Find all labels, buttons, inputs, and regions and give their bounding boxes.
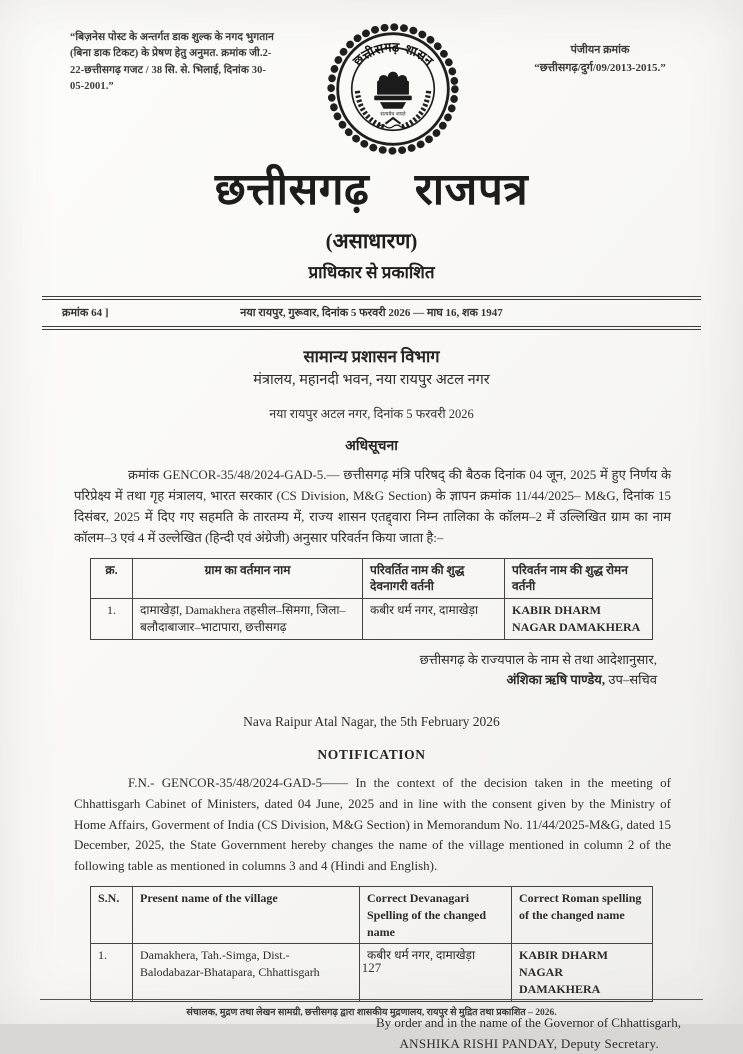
hindi-notification-heading: अधिसूचना	[345, 439, 398, 455]
page-number: 127	[361, 960, 382, 975]
column-header: Correct Devanagari Spelling of the changed name	[360, 887, 512, 944]
english-notification-heading: NOTIFICATION	[317, 747, 426, 763]
registration-block	[505, 42, 695, 78]
serial-cell: 1.	[91, 944, 133, 1001]
signatory-line	[0, 670, 657, 690]
column-header: Correct Roman spelling of the changed name	[512, 887, 653, 944]
emblem-state-name: छत्तीसगढ़ शासन	[350, 40, 436, 70]
column-header: परिवर्तन नाम की शुद्ध रोमन वर्तनी	[505, 558, 653, 599]
english-signature-block	[0, 1013, 681, 1054]
roman-name-cell: KABIR DHARM NAGAR DAMAKHERA	[505, 599, 653, 640]
gazette-date-line: नया रायपुर, गुरूवार, दिनांक 5 फरवरी 2026 — माघ 16, शक 1947	[240, 307, 503, 320]
signatory-line: ANSHIKA RISHI PANDAY, Deputy Secretary.	[399, 1035, 659, 1051]
english-notification-body: F.N.- GENCOR-35/48/2024-GAD-5—— In the context of the decision taken in the meeting of Chhattisgarh Cabinet of Ministers, dated 04 June, 2025 and in line with the consent given by the Ministry of Home Affairs, Goverment of India (CS Division, M&G Section) in Memorandum No. 11/44/2025-M&G, dated 15 December, 2025, the State Government hereby changes the name of the village mentioned in column 2 of the following table as mentioned in columns 3 and 4 (Hindi and English).	[74, 775, 671, 874]
ashoka-lion-capital-icon	[374, 72, 412, 109]
imprint-line: संचालक, मुद्रण तथा लेखन सामग्री, छत्तीसगढ़ द्वारा शासकीय मुद्रणालय, रायपुर से मुद्रित तथा प्रकाशित – 2026.	[40, 999, 703, 1018]
chhattisgarh-government-seal-icon	[318, 14, 468, 164]
hindi-rename-table	[90, 558, 653, 640]
state-emblem	[280, 14, 505, 164]
hindi-notification-body: क्रमांक GENCOR-35/48/2024-GAD-5.— छत्तीसगढ़ मंत्रि परिषद् की बैठक दिनांक 04 जून, 2025 में हुए निर्णय के परिप्रेक्ष्य में तथा गृह मंत्रालय, भारत सरकार (CS Division, M&G Section) के ज्ञापन क्रमांक 11/44/2025– M&G, दिनांक 15 दिसंबर, 2025 में दिए गए सहमति के तारतम्य में, राज्य शासन एतद्द्वारा निम्न तालिका के कॉलम–2 में उल्लिखित ग्राम का नाम कॉलम–3 एवं 4 में उल्लेखित (हिन्दी एवं अंग्रेजी) अनुसार परिवर्तन किया जाता है:–	[74, 467, 671, 545]
published-by-authority: प्राधिकार से प्रकाशित	[308, 263, 435, 283]
present-name-cell: दामाखेड़ा, Damakhera तहसील–सिमगा, जिला–बलौदाबाजार–भाटापारा, छत्तीसगढ़	[133, 599, 363, 640]
column-header: क्र.	[91, 558, 133, 599]
emblem-motto: सत्यमेव जयते	[379, 111, 406, 118]
gazette-subtitle: (असाधारण)	[325, 229, 418, 254]
table-header-row	[91, 558, 653, 599]
postal-permission-note: “बिज़नेस पोस्ट के अन्तर्गत डाक शुल्क के नगद भुगतान (बिना डाक टिकट) के प्रेषण हेतु अनुमत. क्रमांक जी.2-22-छत्तीसगढ़ गजट / 38 सि. से. भिलाई, दिनांक 30-05-2001.”	[70, 32, 274, 92]
issue-number: क्रमांक 64 ]	[62, 307, 109, 320]
roman-name-cell: KABIR DHARM NAGAR DAMAKHERA	[512, 944, 653, 1001]
serial-cell: 1.	[91, 599, 133, 640]
page-header	[0, 0, 743, 164]
devanagari-name-cell: कबीर धर्म नगर, दामाखेड़ा	[363, 599, 505, 640]
table-header-row	[91, 887, 653, 944]
gazette-title: छत्तीसगढ़ राजपत्र	[214, 165, 529, 214]
hindi-signature-block	[0, 650, 657, 690]
signature-order-line: छत्तीसगढ़ के राज्यपाल के नाम से तथा आदेशानुसार,	[419, 651, 657, 667]
registration-label: पंजीयन क्रमांक	[570, 44, 630, 56]
signatory-name: अंशिका ऋषि पाण्डेय,	[506, 671, 606, 687]
signatory-role: उप–सचिव	[605, 671, 657, 687]
registration-number: “छत्तीसगढ़/दुर्ग/09/2013-2015.”	[534, 62, 666, 74]
column-header: ग्राम का वर्तमान नाम	[133, 558, 363, 599]
english-place-date: Nava Raipur Atal Nagar, the 5th February 2026	[243, 714, 500, 730]
signature-order-line: By order and in the name of the Governor of Chhattisgarh,	[375, 1014, 681, 1030]
svg-text:छत्तीसगढ़ शासन	[349, 40, 435, 70]
column-header: Present name of the village	[133, 887, 360, 944]
column-header: S.N.	[91, 887, 133, 944]
column-header: परिवर्तित नाम की शुद्ध देवनागरी वर्तनी	[363, 558, 505, 599]
issue-date-band	[42, 296, 701, 330]
devanagari-name-cell: कबीर धर्म नगर, दामाखेड़ा	[360, 944, 512, 1001]
english-rename-table	[90, 886, 653, 1002]
present-name-cell: Damakhera, Tah.-Simga, Dist.-Balodabazar-Bhatapara, Chhattisgarh	[133, 944, 360, 1001]
department-address: मंत्रालय, महानदी भवन, नया रायपुर अटल नगर	[253, 372, 490, 389]
department-name: सामान्य प्रशासन विभाग	[303, 347, 440, 367]
table-row	[91, 599, 653, 640]
hindi-place-date: नया रायपुर अटल नगर, दिनांक 5 फरवरी 2026	[269, 407, 474, 422]
